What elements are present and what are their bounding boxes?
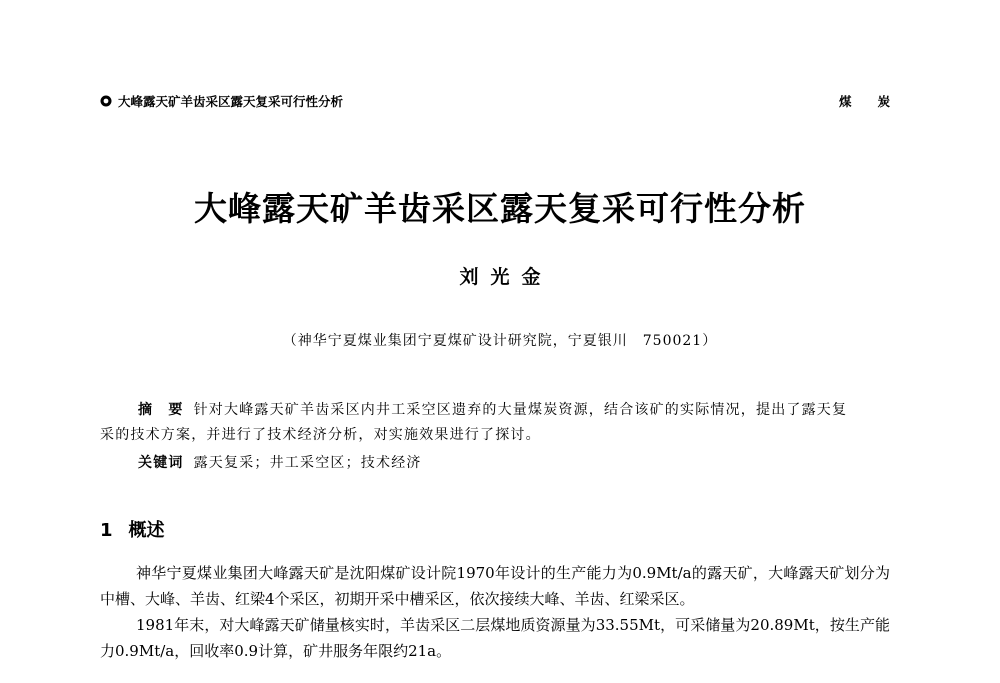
article-title: 大峰露天矿羊齿采区露天复采可行性分析: [194, 189, 806, 228]
abstract-text: 针对大峰露天矿羊齿采区内井工采空区遗弃的大量煤炭资源，结合该矿的实际情况，提出了露天复采的技术方案，并进行了技术经济分析，对实施效果进行了探讨。: [100, 402, 848, 443]
running-header-title: 大峰露天矿羊齿采区露天复采可行性分析: [118, 94, 344, 109]
affiliation: （神华宁夏煤业集团宁夏煤矿设计研究院，宁夏银川 750021）: [282, 333, 718, 349]
running-header-left: [100, 92, 343, 110]
section-body: [100, 560, 890, 664]
running-header: [100, 92, 916, 112]
keywords: [138, 452, 422, 472]
section-title: 概述: [128, 520, 165, 541]
abstract: [100, 398, 860, 448]
journal-name: 煤炭: [838, 94, 916, 109]
keywords-label: 关键词: [138, 455, 184, 471]
section-number: 1: [100, 520, 113, 541]
abstract-label: 摘 要: [138, 402, 184, 418]
section-heading: [100, 516, 165, 542]
author: 刘光金: [459, 266, 553, 288]
keywords-text: 露天复采；井工采空区；技术经济: [193, 455, 422, 471]
body-paragraph: 1981年末，对大峰露天矿储量核实时，羊齿采区二层煤地质资源量为33.55Mt，可采储量为20.89Mt，按生产能力0.9Mt/a，回收率0.9计算，矿井服务年限约21a。: [100, 616, 890, 660]
abstract-paragraph: [100, 398, 860, 448]
circle-bullet-icon: [100, 95, 112, 107]
body-paragraph: 神华宁夏煤业集团大峰露天矿是沈阳煤矿设计院1970年设计的生产能力为0.9Mt/a的露天矿，大峰露天矿划分为中槽、大峰、羊齿、红梁4个采区，初期开采中槽采区，依次接续大峰、羊齿、红梁采区。: [100, 564, 890, 608]
